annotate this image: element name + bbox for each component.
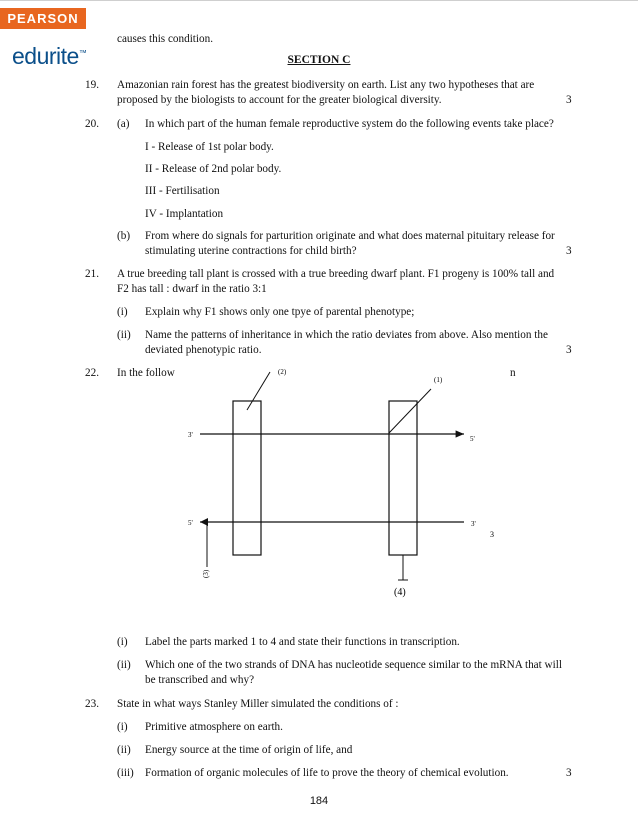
q21-number: 21. — [85, 268, 99, 280]
q20-a-label: (a) — [117, 118, 130, 130]
bottom-left-end: 5' — [188, 519, 193, 527]
q20-b-label: (b) — [117, 230, 131, 242]
top-left-end: 3' — [188, 431, 193, 439]
q20-item-1: I - Release of 1st polar body. — [145, 141, 274, 153]
q19-marks: 3 — [566, 94, 572, 106]
q20-item-3: III - Fertilisation — [145, 185, 220, 197]
q22-ii-line2: be transcribed and why? — [145, 674, 255, 686]
q22-text: In the follow — [117, 367, 175, 379]
label-4: (4) — [394, 587, 406, 598]
edurite-logo-text: edurite — [12, 43, 79, 69]
q20-item-4: IV - Implantation — [145, 208, 224, 220]
q20-b-line2: stimulating uterine contractions for child birth? — [145, 245, 357, 257]
label-1: (1) — [434, 376, 443, 384]
pointer-2 — [247, 372, 270, 410]
side-mark: 3 — [490, 530, 494, 539]
q21-i-label: (i) — [117, 306, 128, 318]
q19-line2: proposed by the biologists to account for the greater biological diversity. — [117, 94, 442, 106]
q21-line2: F2 has tall : dwarf in the ratio 3:1 — [117, 283, 267, 295]
q23-i-label: (i) — [117, 721, 128, 733]
q23-ii-text: Energy source at the time of origin of life, and — [145, 744, 353, 756]
q20-marks: 3 — [566, 245, 572, 257]
q23-number: 23. — [85, 698, 99, 710]
label-2: (2) — [278, 368, 287, 376]
bottom-right-end: 3' — [471, 520, 476, 528]
q22-text-tail: n — [510, 367, 516, 379]
intro-text: causes this condition. — [117, 33, 214, 45]
top-right-end: 5' — [470, 435, 475, 443]
q21-i-text: Explain why F1 shows only one tpye of parental phenotype; — [145, 306, 415, 318]
label-3: (3) — [202, 569, 210, 578]
q21-ii-label: (ii) — [117, 329, 131, 341]
page-number: 184 — [309, 795, 329, 807]
q23-iii-text: Formation of organic molecules of life to prove the theory of chemical evolution. — [145, 767, 509, 779]
pearson-logo: PEARSON — [0, 8, 86, 29]
q23-ii-label: (ii) — [117, 744, 131, 756]
q20-a-text: In which part of the human female reproductive system do the following events take place? — [145, 118, 554, 130]
q22-i-text: Label the parts marked 1 to 4 and state their functions in transcription. — [145, 636, 460, 648]
q23-i-text: Primitive atmosphere on earth. — [145, 721, 283, 733]
left-box — [233, 401, 261, 555]
section-heading: SECTION C — [287, 54, 351, 66]
q20-number: 20. — [85, 118, 99, 130]
pointer-1 — [389, 389, 431, 433]
q20-b-line1: From where do signals for parturition originate and what does maternal pituitary release for — [145, 230, 555, 242]
q19-line1: Amazonian rain forest has the greatest biodiversity on earth. List any two hypotheses that are — [117, 79, 535, 91]
q22-i-label: (i) — [117, 636, 128, 648]
q22-ii-line1: Which one of the two strands of DNA has nucleotide sequence similar to the mRNA that will — [145, 659, 562, 671]
q21-line1: A true breeding tall plant is crossed with a true breeding dwarf plant. F1 progeny is 100% tall and — [117, 268, 555, 280]
q23-text: State in what ways Stanley Miller simulated the conditions of : — [117, 698, 399, 710]
q21-ii-line1: Name the patterns of inheritance in which the ratio deviates from above. Also mention the — [145, 329, 548, 341]
q23-marks: 3 — [566, 767, 572, 779]
q22-number: 22. — [85, 367, 99, 379]
q19-number: 19. — [85, 79, 99, 91]
q21-marks: 3 — [566, 344, 572, 356]
q20-item-2: II - Release of 2nd polar body. — [145, 163, 282, 175]
edurite-logo: edurite™ — [12, 43, 87, 69]
q23-iii-label: (iii) — [117, 767, 134, 779]
q22-ii-label: (ii) — [117, 659, 131, 671]
q21-ii-line2: deviated phenotypic ratio. — [145, 344, 262, 356]
right-box — [389, 401, 417, 555]
